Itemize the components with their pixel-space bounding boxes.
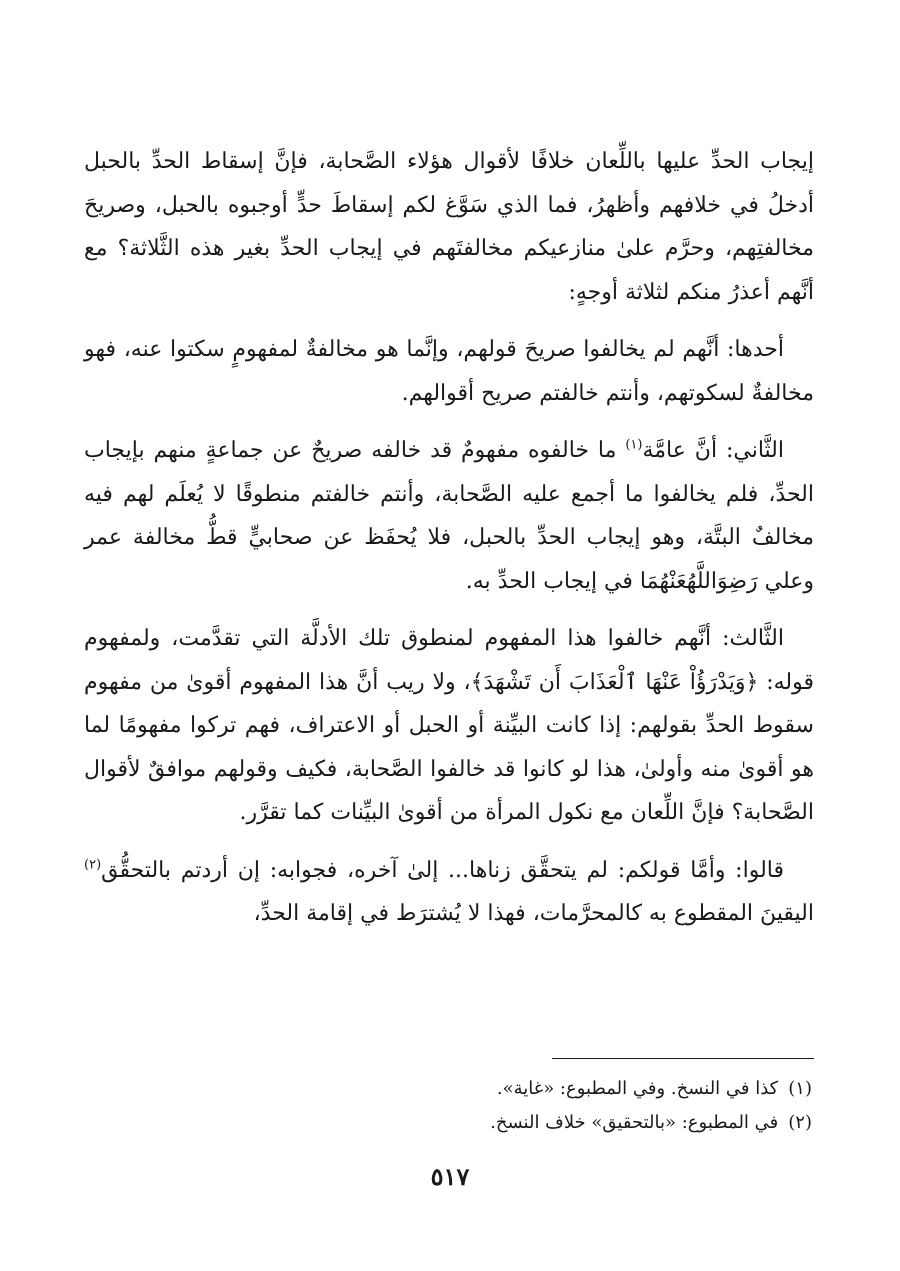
footnote-number: (١) bbox=[788, 1078, 812, 1099]
paragraph-text: الثَّالث: أنَّهم خالفوا هذا المفهوم لمنطوق تلك الأدلَّة التي تقدَّمت، ولمفهوم قوله: ﴿وَيَدْرَؤُاْ عَنْهَا ٱلْعَذَابَ أَن تَشْهَدَ﴾، ولا ريب أنَّ هذا المفهوم أقوىٰ من مفهوم سقوط الحدِّ بقولهم: إذا كانت البيِّنة أو الحبل أو الاعتراف، فهم تركوا مفهومًا لما هو أقوىٰ منه وأولىٰ، هذا لو كانوا قد خالفوا الصَّحابة، فكيف وقولهم موافقٌ لأقوال الصَّحابة؟ فإنَّ اللِّعان مع نكول المرأة من أقوىٰ البيِّنات كما تقرَّر. bbox=[84, 626, 814, 825]
footnote-text: في المطبوع: «بالتحقيق» خلاف النسخ. bbox=[490, 1112, 779, 1133]
footnote-2 bbox=[92, 1106, 812, 1140]
paragraph-2 bbox=[84, 328, 814, 415]
paragraph-1 bbox=[84, 140, 814, 314]
page-body bbox=[84, 140, 814, 950]
paragraph-text: الثَّاني: أنَّ عامَّة bbox=[642, 438, 784, 463]
footnote-1 bbox=[92, 1072, 812, 1106]
paragraph-text: قالوا: وأمَّا قولكم: لم يتحقَّق زناها... إلىٰ آخره، فجوابه: إن أردتم بالتحقُّق bbox=[101, 857, 784, 883]
paragraph-4 bbox=[84, 617, 814, 835]
footnote-number: (٢) bbox=[788, 1112, 812, 1133]
footnote-ref-1[interactable]: (١) bbox=[625, 437, 643, 453]
footnote-ref-2[interactable]: (٢) bbox=[84, 857, 102, 873]
paragraph-text: ما خالفوه مفهومٌ قد خالفه صريحٌ عن جماعةٍ منهم بإيجاب الحدِّ، فلم يخالفوا ما أجمع عليه الصَّحابة، وأنتم خالفتم منطوقًا لا يُعلَم لهم فيه مخالفٌ البتَّة، وهو إيجاب الحدِّ بالحبل، فلا يُحفَظ عن صحابيٍّ قطُّ مخالفة عمر وعلي رَضِوَاللَّهُعَنْهُمَا في إيجاب الحدِّ به. bbox=[84, 438, 814, 594]
footnote-text: كذا في النسخ. وفي المطبوع: «غاية». bbox=[496, 1078, 779, 1099]
paragraph-5 bbox=[84, 849, 814, 936]
paragraph-text: أحدها: أنَّهم لم يخالفوا صريحَ قولهم، وإنَّما هو مخالفةٌ لمفهومٍ سكتوا عنه، فهو مخالفةٌ لسكوتهم، وأنتم خالفتم صريح أقوالهم. bbox=[84, 337, 814, 406]
paragraph-3 bbox=[84, 429, 814, 603]
paragraph-text: اليقينَ المقطوع به كالمحرَّمات، فهذا لا يُشترَط في إقامة الحدِّ، bbox=[253, 901, 814, 926]
footnotes bbox=[92, 1072, 812, 1140]
page-number: ٥١٧ bbox=[430, 1162, 470, 1191]
footnote-separator bbox=[552, 1058, 814, 1059]
paragraph-text: إيجاب الحدِّ عليها باللِّعان خلافًا لأقوال هؤلاء الصَّحابة، فإنَّ إسقاط الحدِّ بالحبل أدخلُ في خلافهم وأظهرُ، فما الذي سَوَّغ لكم إسقاطَ حدٍّ أوجبوه بالحبل، وصريحَ مخالفتِهم، وحرَّم علىٰ منازعيكم مخالفتَهم في إيجاب الحدِّ بغير هذه الثَّلاثة؟ مع أنَّهم أعذرُ منكم لثلاثة أوجهٍ: bbox=[84, 149, 814, 305]
